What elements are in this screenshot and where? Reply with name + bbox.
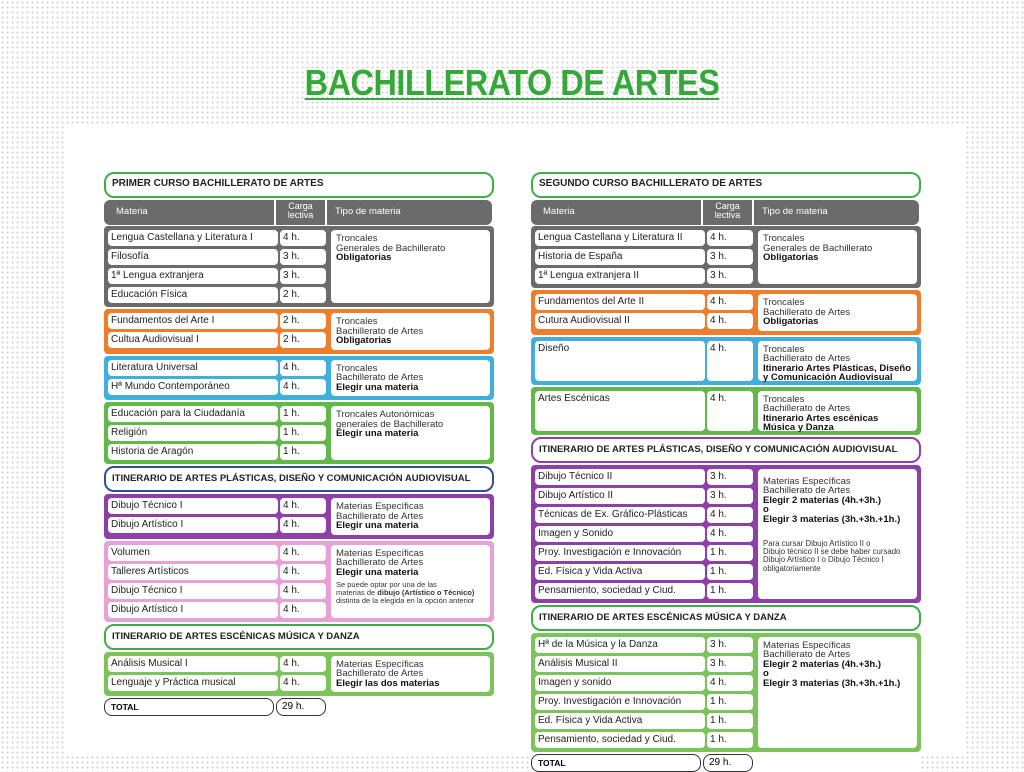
table-header bbox=[104, 200, 494, 225]
tipo-line: Troncales bbox=[763, 297, 805, 308]
materia-cell: Lengua Castellana y Literatura I bbox=[108, 230, 278, 246]
carga-cell: 4 h. bbox=[707, 675, 753, 691]
table-row bbox=[534, 390, 756, 432]
tipo-bold: Elegir las dos materias bbox=[336, 677, 440, 689]
tipo-line: Troncales bbox=[336, 316, 378, 327]
materia-cell: Ed. Física y Vida Activa bbox=[535, 713, 705, 729]
total-value: 29 h. bbox=[703, 754, 753, 772]
tipo-bold: y Comunicación Audiovisual bbox=[763, 372, 893, 383]
table-row bbox=[107, 312, 329, 331]
table-row bbox=[534, 731, 756, 749]
carga-cell: 4 h. bbox=[707, 526, 753, 542]
tipo-bold: Elegir una materia bbox=[336, 381, 419, 393]
materia-cell: Ed. Física y Vida Activa bbox=[535, 564, 705, 580]
materia-cell: Cultua Audiovisual I bbox=[108, 332, 278, 348]
table-row bbox=[534, 655, 756, 674]
table-row bbox=[534, 525, 756, 544]
table-row bbox=[534, 267, 756, 285]
itinerario-escenicas-title: ITINERARIO DE ARTES ESCÉNICAS MÚSICA Y DANZA bbox=[531, 605, 921, 631]
table-row bbox=[107, 601, 329, 619]
tipo-cell bbox=[331, 406, 490, 460]
header-carga bbox=[276, 200, 325, 225]
carga-cell: 4 h. bbox=[280, 545, 326, 561]
tipo-line: Bachillerato de Artes bbox=[763, 403, 851, 414]
table-row bbox=[107, 497, 329, 516]
tipo-bold: Elegir una materia bbox=[336, 566, 419, 578]
header-tipo: Tipo de materia bbox=[754, 200, 919, 225]
tipo-line: Bachillerato de Artes bbox=[763, 485, 851, 496]
table-row bbox=[107, 563, 329, 582]
slide-title: BACHILLERATO DE ARTES bbox=[304, 62, 720, 103]
group-troncales-autonomicas bbox=[104, 402, 494, 464]
materia-cell: Dibujo Artístico II bbox=[535, 488, 705, 504]
tipo-line: Materias Específicas bbox=[763, 639, 851, 651]
materia-cell: 1ª Lengua extranjera bbox=[108, 268, 278, 284]
materia-cell: 1ª Lengua extranjera II bbox=[535, 268, 705, 284]
table-row bbox=[534, 674, 756, 693]
carga-cell: 3 h. bbox=[707, 656, 753, 672]
carga-cell: 3 h. bbox=[707, 488, 753, 504]
tipo-line: Troncales bbox=[763, 233, 805, 244]
total-label: TOTAL bbox=[104, 698, 274, 716]
carga-cell: 1 h. bbox=[707, 732, 753, 748]
table-row bbox=[107, 516, 329, 534]
itinerario-escenicas-title: ITINERARIO DE ARTES ESCÉNICAS MÚSICA Y DANZA bbox=[104, 624, 494, 650]
table-row bbox=[107, 424, 329, 443]
materia-cell: Educación Física bbox=[108, 287, 278, 303]
note-line: Dibujo Artístico I o Dibujo Técnico I bbox=[763, 555, 884, 565]
tipo-line: Bachillerato de Artes bbox=[336, 510, 424, 522]
group-troncales-generales bbox=[531, 226, 921, 288]
tipo-line: Bachillerato de Artes bbox=[336, 325, 424, 337]
carga-cell: 4 h. bbox=[280, 656, 326, 672]
carga-cell: 2 h. bbox=[280, 332, 326, 348]
table-row bbox=[107, 674, 329, 692]
carga-cell: 2 h. bbox=[280, 287, 326, 303]
tipo-cell bbox=[331, 656, 490, 693]
tipo-bold: Obligatorias bbox=[763, 252, 819, 263]
header-carga-line-2: lectiva bbox=[287, 210, 314, 220]
carga-cell: 3 h. bbox=[707, 469, 753, 485]
table-row bbox=[534, 712, 756, 731]
tipo-line: Troncales bbox=[336, 233, 378, 244]
group-especificas-optativas bbox=[104, 541, 494, 622]
tipo-line: Troncales Autonómicas bbox=[336, 409, 435, 420]
materia-cell: Cutura Audiovisual II bbox=[535, 313, 705, 329]
table-row bbox=[534, 582, 756, 600]
tipo-bold: Itinerario Artes escénicas bbox=[763, 412, 879, 424]
note-bold: dibujo (Artístico o Técnico) bbox=[377, 588, 475, 597]
note-line: Se puede optar por una de las bbox=[336, 580, 437, 589]
materia-cell: Lenguaje y Práctica musical bbox=[108, 675, 278, 691]
carga-cell: 2 h. bbox=[280, 313, 326, 329]
carga-cell: 4 h. bbox=[280, 583, 326, 599]
materia-cell: Artes Escénicas bbox=[535, 391, 705, 431]
header-carga-line-1: Carga bbox=[715, 201, 740, 211]
header-materia: Materia bbox=[531, 200, 701, 225]
tipo-bold: Elegir una materia bbox=[336, 428, 419, 439]
materia-cell: Dibujo Artístico I bbox=[108, 517, 278, 533]
materia-cell: Pensamiento, sociedad y Ciud. bbox=[535, 583, 705, 599]
tipo-bold: Itinerario Artes Plásticas, Diseño bbox=[763, 362, 912, 374]
tipo-line: Materias Específicas bbox=[336, 547, 424, 559]
table-row bbox=[534, 544, 756, 563]
materia-cell: Dibujo Técnico I bbox=[108, 583, 278, 599]
tipo-line: Bachillerato de Artes bbox=[336, 372, 424, 383]
table-row bbox=[107, 359, 329, 378]
itinerario-plasticas-title: ITINERARIO DE ARTES PLÁSTICAS, DISEÑO Y COMUNICACIÓN AUDIOVISUAL bbox=[531, 437, 921, 463]
materia-cell: Dibujo Artístico I bbox=[108, 602, 278, 618]
header-materia: Materia bbox=[104, 200, 274, 225]
note-line: distinta de la elegida en la opción anterior bbox=[336, 596, 475, 605]
materia-cell: Dibujo Técnico II bbox=[535, 469, 705, 485]
table-row bbox=[534, 563, 756, 582]
tipo-cell bbox=[758, 230, 917, 284]
group-diseno bbox=[531, 337, 921, 385]
materia-cell: Literatura Universal bbox=[108, 360, 278, 376]
carga-cell: 1 h. bbox=[707, 545, 753, 561]
carga-cell: 4 h. bbox=[707, 507, 753, 523]
carga-cell: 4 h. bbox=[280, 379, 326, 395]
table-row bbox=[534, 487, 756, 506]
table-row bbox=[107, 248, 329, 267]
materia-cell: Fundamentos del Arte I bbox=[108, 313, 278, 329]
table-row bbox=[534, 468, 756, 487]
tipo-line: Troncales bbox=[336, 362, 378, 374]
carga-cell: 3 h. bbox=[707, 268, 753, 284]
carga-cell: 3 h. bbox=[280, 249, 326, 265]
tipo-bold: o bbox=[763, 668, 769, 679]
table-row bbox=[534, 229, 756, 248]
tipo-cell bbox=[331, 360, 490, 397]
group-troncales-artes bbox=[531, 290, 921, 335]
tipo-cell bbox=[331, 230, 490, 303]
tipo-cell bbox=[758, 469, 917, 599]
materia-cell: Imagen y sonido bbox=[535, 675, 705, 691]
tipo-cell bbox=[758, 391, 917, 431]
note-line: Dibujo técnico II se debe haber cursado bbox=[763, 547, 901, 557]
carga-cell: 3 h. bbox=[707, 249, 753, 265]
table-row bbox=[534, 340, 756, 382]
carga-cell: 1 h. bbox=[707, 564, 753, 580]
materia-cell: Talleres Artísticos bbox=[108, 564, 278, 580]
carga-cell: 1 h. bbox=[707, 713, 753, 729]
carga-cell: 1 h. bbox=[280, 425, 326, 441]
carga-cell: 4 h. bbox=[707, 294, 753, 310]
itinerario-plasticas-title: ITINERARIO DE ARTES PLÁSTICAS, DISEÑO Y COMUNICACIÓN AUDIOVISUAL bbox=[104, 466, 494, 492]
materia-cell: Dibujo Técnico I bbox=[108, 498, 278, 514]
table-row bbox=[534, 312, 756, 330]
table-row bbox=[534, 636, 756, 655]
tipo-bold: Obligatorias bbox=[336, 252, 392, 263]
carga-cell: 4 h. bbox=[707, 341, 753, 381]
tipo-line: generales de Bachillerato bbox=[336, 418, 444, 430]
group-especificas-plasticas bbox=[531, 465, 921, 603]
carga-cell: 4 h. bbox=[280, 602, 326, 618]
carga-cell: 4 h. bbox=[707, 313, 753, 329]
table-row bbox=[107, 378, 329, 396]
table-header bbox=[531, 200, 921, 225]
group-especificas-musica bbox=[531, 633, 921, 752]
table-row bbox=[534, 693, 756, 712]
group-especificas-musica bbox=[104, 652, 494, 697]
tipo-bold: Elegir una materia bbox=[336, 520, 419, 531]
carga-cell: 4 h. bbox=[280, 498, 326, 514]
tipo-cell bbox=[331, 545, 490, 618]
materia-cell: Análisis Musical II bbox=[535, 656, 705, 672]
materia-cell: Volumen bbox=[108, 545, 278, 561]
tipo-cell bbox=[758, 294, 917, 331]
group-especificas-dibujo bbox=[104, 494, 494, 539]
materia-cell: Pensamiento, sociedad y Ciud. bbox=[535, 732, 705, 748]
materia-cell: Proy. Investigación e Innovación bbox=[535, 545, 705, 561]
tipo-cell bbox=[758, 637, 917, 748]
table-row bbox=[107, 286, 329, 304]
carga-cell: 1 h. bbox=[280, 406, 326, 422]
header-carga-line-1: Carga bbox=[288, 201, 313, 211]
materia-cell: Diseño bbox=[535, 341, 705, 381]
total-value: 29 h. bbox=[276, 698, 326, 716]
segundo-curso-title: SEGUNDO CURSO BACHILLERATO DE ARTES bbox=[531, 172, 921, 198]
table-row bbox=[107, 655, 329, 674]
carga-cell: 1 h. bbox=[280, 444, 326, 460]
carga-cell: 4 h. bbox=[280, 517, 326, 533]
group-troncales-artes bbox=[104, 309, 494, 354]
carga-cell: 3 h. bbox=[707, 637, 753, 653]
materia-cell: Historia de España bbox=[535, 249, 705, 265]
tipo-bold: Obligatorias bbox=[763, 316, 819, 327]
tipo-bold: Música y Danza bbox=[763, 422, 834, 433]
group-artes-escenicas bbox=[531, 387, 921, 435]
tipo-cell bbox=[331, 498, 490, 535]
table-row bbox=[107, 267, 329, 286]
tipo-line: Bachillerato de Artes bbox=[763, 306, 851, 318]
table-row bbox=[107, 331, 329, 349]
total-label: TOTAL bbox=[531, 754, 701, 772]
group-troncales-eleccion bbox=[104, 356, 494, 401]
header-carga-line-2: lectiva bbox=[714, 210, 741, 220]
tipo-line: Generales de Bachillerato bbox=[336, 242, 446, 254]
materia-cell: Filosofía bbox=[108, 249, 278, 265]
tipo-bold: Elegir 2 materias (4h.+3h.) bbox=[763, 494, 882, 506]
carga-cell: 4 h. bbox=[707, 230, 753, 246]
group-troncales-generales bbox=[104, 226, 494, 307]
tipo-cell bbox=[331, 313, 490, 350]
header-tipo: Tipo de materia bbox=[327, 200, 492, 225]
materia-cell: Religión bbox=[108, 425, 278, 441]
tipo-cell bbox=[758, 341, 917, 381]
materia-cell: Hª de la Música y la Danza bbox=[535, 637, 705, 653]
primer-curso-table bbox=[104, 172, 494, 716]
materia-cell: Fundamentos del Arte II bbox=[535, 294, 705, 310]
carga-cell: 1 h. bbox=[707, 694, 753, 710]
tipo-line: Bachillerato de Artes bbox=[336, 557, 424, 568]
table-row bbox=[534, 506, 756, 525]
table-row bbox=[534, 293, 756, 312]
tipo-bold: Obligatorias bbox=[336, 335, 392, 346]
note-line: obligatoriamente bbox=[763, 563, 821, 573]
total-row bbox=[531, 754, 921, 772]
table-row bbox=[107, 229, 329, 248]
table-row bbox=[107, 405, 329, 424]
table-row bbox=[107, 544, 329, 563]
table-row bbox=[534, 248, 756, 267]
carga-cell: 4 h. bbox=[280, 230, 326, 246]
header-carga bbox=[703, 200, 752, 225]
segundo-curso-table bbox=[531, 172, 921, 772]
materia-cell: Historia de Aragón bbox=[108, 444, 278, 460]
carga-cell: 4 h. bbox=[280, 564, 326, 580]
tipo-line: Bachillerato de Artes bbox=[763, 649, 851, 660]
tipo-bold: Elegir 2 materias (4h.+3h.) bbox=[763, 658, 882, 670]
materia-cell: Lengua Castellana y Literatura II bbox=[535, 230, 705, 246]
tipo-note bbox=[336, 581, 485, 605]
materia-cell: Educación para la Ciudadanía bbox=[108, 406, 278, 422]
materia-cell: Proy. Investigación e Innovación bbox=[535, 694, 705, 710]
tipo-bold: Elegir 3 materias (3h.+3h.+1h.) bbox=[763, 513, 901, 525]
carga-cell: 4 h. bbox=[707, 391, 753, 431]
note-line: Para cursar Dibujo Artístico II o bbox=[763, 539, 871, 548]
materia-cell: Técnicas de Ex. Gráfico-Plásticas bbox=[535, 507, 705, 523]
table-row bbox=[107, 443, 329, 461]
tipo-line: Bachillerato de Artes bbox=[763, 353, 851, 364]
tipo-bold: Elegir 3 materias (3h.+3h.+1h.) bbox=[763, 677, 901, 689]
carga-cell: 4 h. bbox=[280, 360, 326, 376]
carga-cell: 4 h. bbox=[280, 675, 326, 691]
tipo-line: Bachillerato de Artes bbox=[336, 668, 424, 679]
table-row bbox=[107, 582, 329, 601]
tipo-line: Generales de Bachillerato bbox=[763, 242, 873, 254]
total-row bbox=[104, 698, 494, 716]
materia-cell: Hª Mundo Contemporáneo bbox=[108, 379, 278, 395]
tipo-line: Troncales bbox=[763, 393, 805, 405]
tipo-line: Materias Específicas bbox=[763, 475, 851, 487]
primer-curso-title: PRIMER CURSO BACHILLERATO DE ARTES bbox=[104, 172, 494, 198]
tipo-note bbox=[763, 540, 912, 573]
tipo-bold: o bbox=[763, 504, 769, 515]
note-line: materias de bbox=[336, 588, 378, 597]
carga-cell: 1 h. bbox=[707, 583, 753, 599]
materia-cell: Análisis Musical I bbox=[108, 656, 278, 672]
materia-cell: Imagen y Sonido bbox=[535, 526, 705, 542]
tipo-line: Materias Específicas bbox=[336, 501, 424, 512]
tipo-line: Troncales bbox=[763, 343, 805, 355]
tipo-line: Materias Específicas bbox=[336, 658, 424, 670]
carga-cell: 3 h. bbox=[280, 268, 326, 284]
